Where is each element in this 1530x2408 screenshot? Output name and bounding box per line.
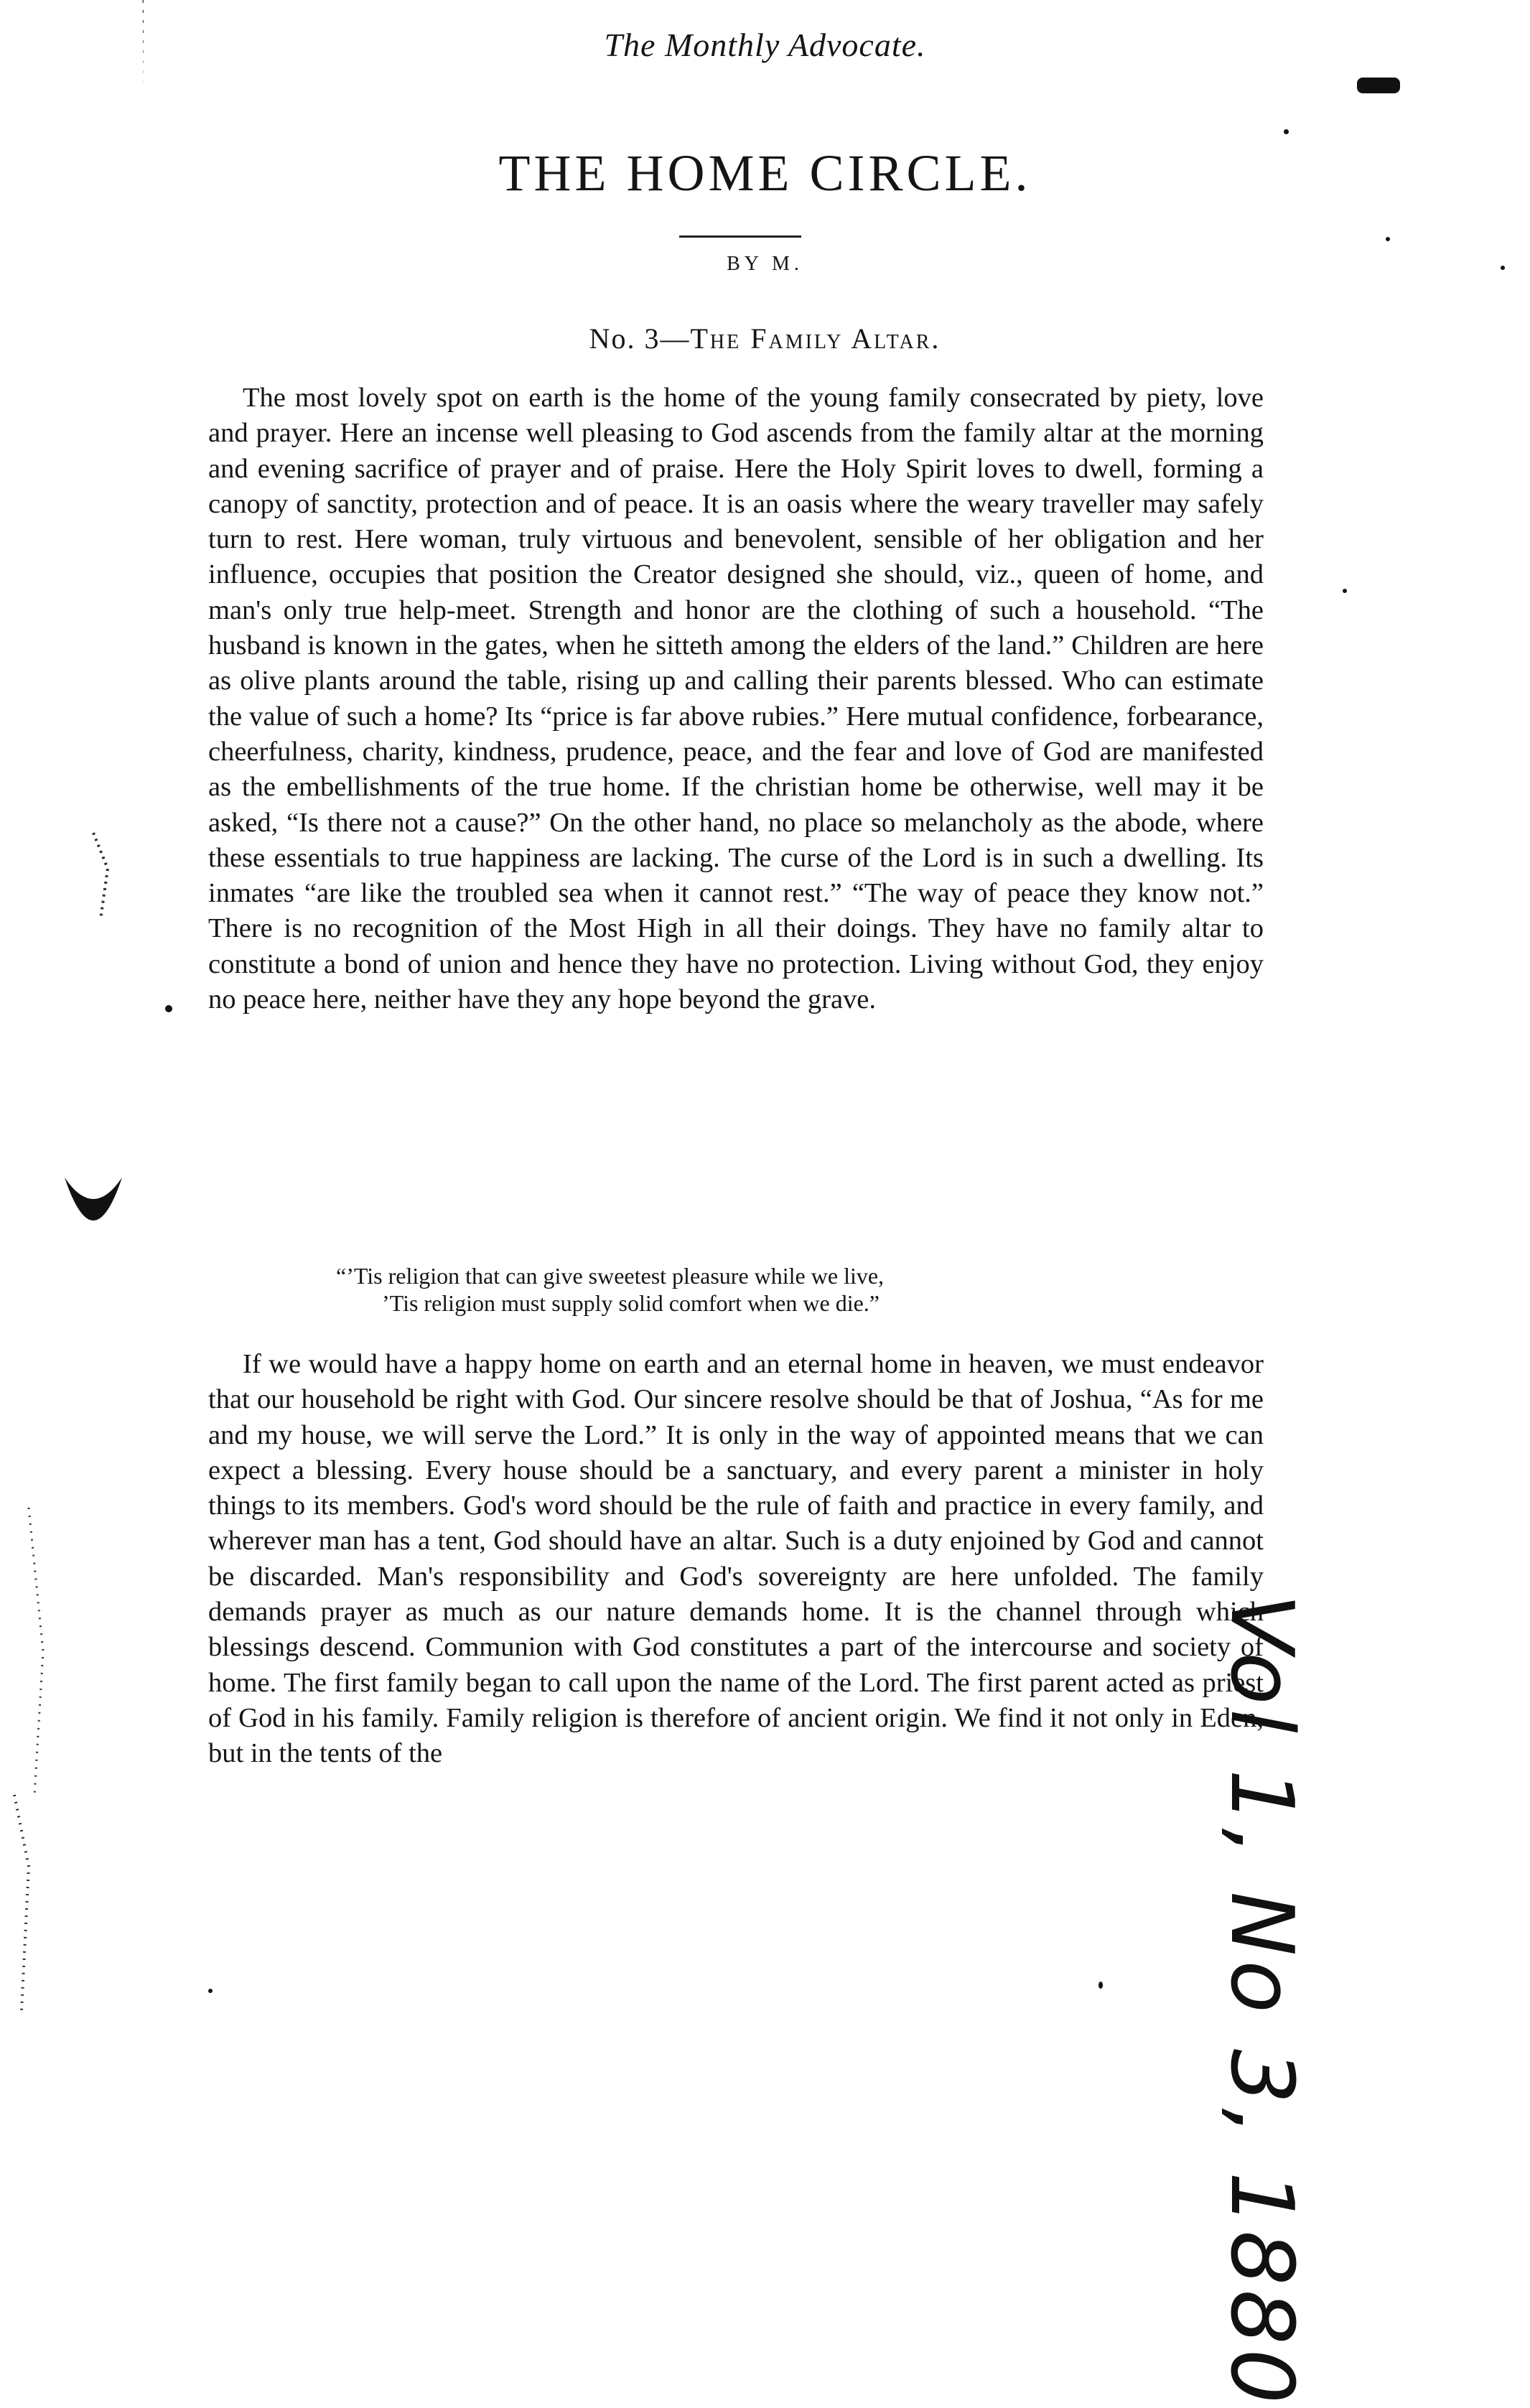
- title-rule: [679, 235, 801, 238]
- page-title: THE HOME CIRCLE.: [498, 144, 1032, 202]
- handwritten-margin-note: Vol 1, No 3, 1880: [1211, 1594, 1311, 2408]
- scan-speck: [1284, 129, 1289, 134]
- verse-line-2: ’Tis religion must supply solid comfort when we die.”: [382, 1290, 880, 1316]
- scan-speck: [1098, 1982, 1103, 1989]
- verse-line-1: “’Tis religion that can give sweetest pleasure while we live,: [336, 1263, 885, 1289]
- paragraph-1: The most lovely spot on earth is the home of the young family consecrated by piety, love and prayer. Here an incense well pleasing to God ascends from the family altar at the morning and evening sacrifice of prayer and of praise. Here the Holy Spirit loves to dwell, forming a canopy of sanctity, protection and of peace. It is an oasis where the weary traveller may safely turn to rest. Here woman, truly virtuous and benevolent, sensible of her obligation and her influence, occupies that position the Creator designed she should, viz., queen of home, and man's only true help-meet. Strength and honor are the clothing of such a household. “The husband is known in the gates, when he sitteth among the elders of the land.” Children are here as olive plants around the table, rising up and calling their parents blessed. Who can estimate the value of such a home? Its “price is far above rubies.” Here mutual confidence, forbearance, cheerfulness, charity, kindness, prudence, peace, and the fear and love of God are manifested as the embellishments of the true home. If the christian home be otherwise, well may it be asked, “Is there not a cause?” On the other hand, no place so melancholy as the abode, where these essentials to true happiness are lacking. The curse of the Lord is in such a dwelling. Its inmates “are like the troubled sea when it cannot rest.” “The way of peace they know not.” There is no recognition of the Most High in all their doings. They have no family altar to constitute a bond of union and hence they have no protection. Living without God, they enjoy no peace here, neither have they any hope beyond the grave.: [208, 383, 1264, 1015]
- binding-edge: [0, 0, 144, 2088]
- subtitle-number: No. 3—: [589, 322, 691, 355]
- article-subtitle: [0, 322, 1530, 355]
- subtitle-heading: The Family Altar.: [690, 322, 941, 355]
- byline: BY M.: [727, 253, 803, 275]
- running-head: The Monthly Advocate.: [604, 27, 926, 63]
- scan-speck: [165, 1005, 172, 1012]
- scan-speck: [1386, 237, 1390, 241]
- paragraph-2: If we would have a happy home on earth and an eternal home in heaven, we must endeavor that our household be right with God. Our sincere resolve should be that of Joshua, “As for me and my house, we will serve the Lord.” It is only in the way of appointed means that we can expect a blessing. Every house should be a sanctuary, and every parent a minister in holy things to its members. God's word should be the rule of faith and practice in every family, and wherever man has a tent, God should have an altar. Such is a duty enjoined by God and cannot be discarded. Man's responsibility and God's sovereignty are here unfolded. The family demands prayer as much as our nature demands home. It is the channel through which blessings descend. Communion with God constitutes a part of the intercourse and society of home. The first family began to call upon the name of the Lord. The first parent acted as priest of God in his family. Family religion is therefore of ancient origin. We find it not only in Eden, but in the tents of the: [208, 1349, 1264, 1769]
- ink-mark: [1357, 78, 1400, 93]
- scan-speck: [208, 1989, 213, 1993]
- scan-speck: [1343, 589, 1347, 593]
- scan-speck: [1501, 266, 1505, 270]
- verse-quote: [336, 1262, 1183, 1317]
